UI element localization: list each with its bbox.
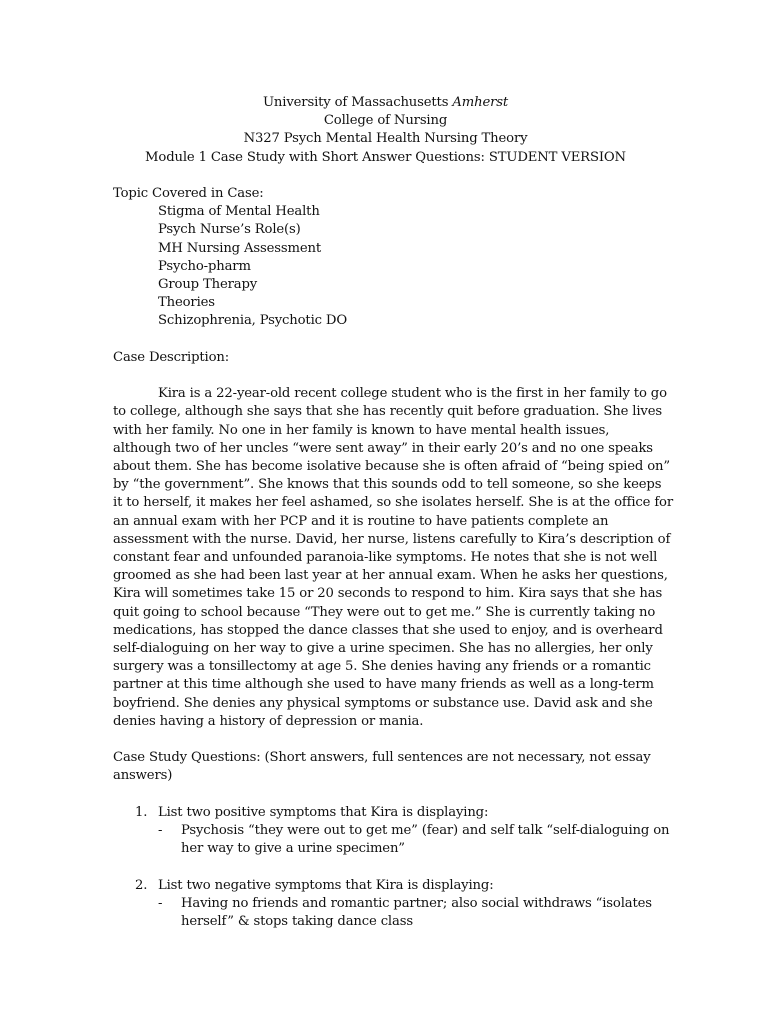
paragraph-line: denies having a history of depression or mania. xyxy=(113,713,424,729)
paragraph-line: although two of her uncles “were sent away” in their early 20’s and no one speaks xyxy=(113,440,653,456)
paragraph-line: constant fear and unfounded paranoia-like symptoms. He notes that she is not well xyxy=(113,550,658,566)
paragraph-line: partner at this time although she used to have many friends as well as a long-term xyxy=(113,677,654,693)
question-text: List two positive symptoms that Kira is displaying: xyxy=(158,804,489,820)
topic-item: Psych Nurse’s Role(s) xyxy=(158,222,301,238)
course-line: N327 Psych Mental Health Nursing Theory xyxy=(243,131,528,147)
topic-item: Group Therapy xyxy=(158,277,258,293)
answer xyxy=(158,895,658,931)
answer-line: her way to give a urine specimen” xyxy=(181,841,405,857)
paragraph-line: to college, although she says that she has recently quit before graduation. She lives xyxy=(113,404,663,420)
spacer xyxy=(113,731,658,749)
spacer xyxy=(113,858,658,876)
spacer xyxy=(113,331,658,349)
question-text: List two negative symptoms that Kira is displaying: xyxy=(158,877,494,893)
paragraph-line: quit going to school because “They were out to get me.” She is currently taking no xyxy=(113,604,656,620)
case-description-paragraph xyxy=(113,385,673,731)
question-item xyxy=(113,877,658,932)
questions-list xyxy=(113,804,670,931)
topic-item: Psycho-pharm xyxy=(158,258,251,274)
document-body xyxy=(113,94,673,931)
topic-item: Theories xyxy=(158,295,215,311)
campus-name: Amherst xyxy=(452,95,509,110)
topic-item: Stigma of Mental Health xyxy=(158,204,320,220)
question-item xyxy=(113,804,670,859)
spacer xyxy=(113,367,658,385)
paragraph-line: boyfriend. She denies any physical symptoms or substance use. David ask and she xyxy=(113,695,653,711)
question-number: 1. xyxy=(135,804,148,820)
paragraph-line: about them. She has become isolative because she is often afraid of “being spied on” xyxy=(113,459,670,475)
paragraph-line: assessment with the nurse. David, her nurse, listens carefully to Kira’s description of xyxy=(113,531,671,547)
paragraph-line: it to herself, it makes her feel ashamed, so she isolates herself. She is at the office for xyxy=(113,495,673,511)
case-description-label: Case Description: xyxy=(113,349,230,365)
module-line: Module 1 Case Study with Short Answer Questions: STUDENT VERSION xyxy=(145,149,626,165)
questions-heading-line: Case Study Questions: (Short answers, full sentences are not necessary, not essay xyxy=(113,750,651,766)
paragraph-line: groomed as she had been last year at her annual exam. When he asks her questions, xyxy=(113,568,668,584)
answer-bullet: - xyxy=(158,895,163,911)
paragraph-line: Kira is a 22-year-old recent college student who is the first in her family to go xyxy=(158,386,667,402)
college-line: College of Nursing xyxy=(323,113,448,129)
paragraph-line: with her family. No one in her family is known to have mental health issues, xyxy=(113,422,610,438)
university-line xyxy=(113,94,658,112)
university-name: University of Massachusetts xyxy=(262,95,449,110)
spacer xyxy=(113,167,658,185)
paragraph-line: self-dialoguing on her way to give a urine specimen. She has no allergies, her only xyxy=(113,641,653,657)
answer-line: herself” & stops taking dance class xyxy=(181,914,413,930)
answer-line: Having no friends and romantic partner; also social withdraws “isolates xyxy=(181,895,652,911)
answer xyxy=(158,822,670,858)
paragraph-line: surgery was a tonsillectomy at age 5. She denies having any friends or a romantic xyxy=(113,659,651,675)
topic-item: Schizophrenia, Psychotic DO xyxy=(158,313,348,329)
answer-bullet: - xyxy=(158,823,163,839)
answer-line: Psychosis “they were out to get me” (fear) and self talk “self-dialoguing on xyxy=(181,823,670,839)
question-number: 2. xyxy=(135,877,148,893)
questions-heading-line: answers) xyxy=(113,768,173,784)
document-header xyxy=(113,94,658,167)
paragraph-line: an annual exam with her PCP and it is routine to have patients complete an xyxy=(113,513,609,529)
topics-list xyxy=(113,203,658,330)
topic-item: MH Nursing Assessment xyxy=(158,240,321,256)
spacer xyxy=(113,786,658,804)
topics-label: Topic Covered in Case: xyxy=(113,186,264,201)
paragraph-line: by “the government”. She knows that this sounds odd to tell someone, so she keeps xyxy=(113,477,662,493)
paragraph-line: medications, has stopped the dance classes that she used to enjoy, and is overheard xyxy=(113,622,663,638)
paragraph-line: Kira will sometimes take 15 or 20 seconds to respond to him. Kira says that she has xyxy=(113,586,663,602)
questions-heading xyxy=(113,749,658,785)
